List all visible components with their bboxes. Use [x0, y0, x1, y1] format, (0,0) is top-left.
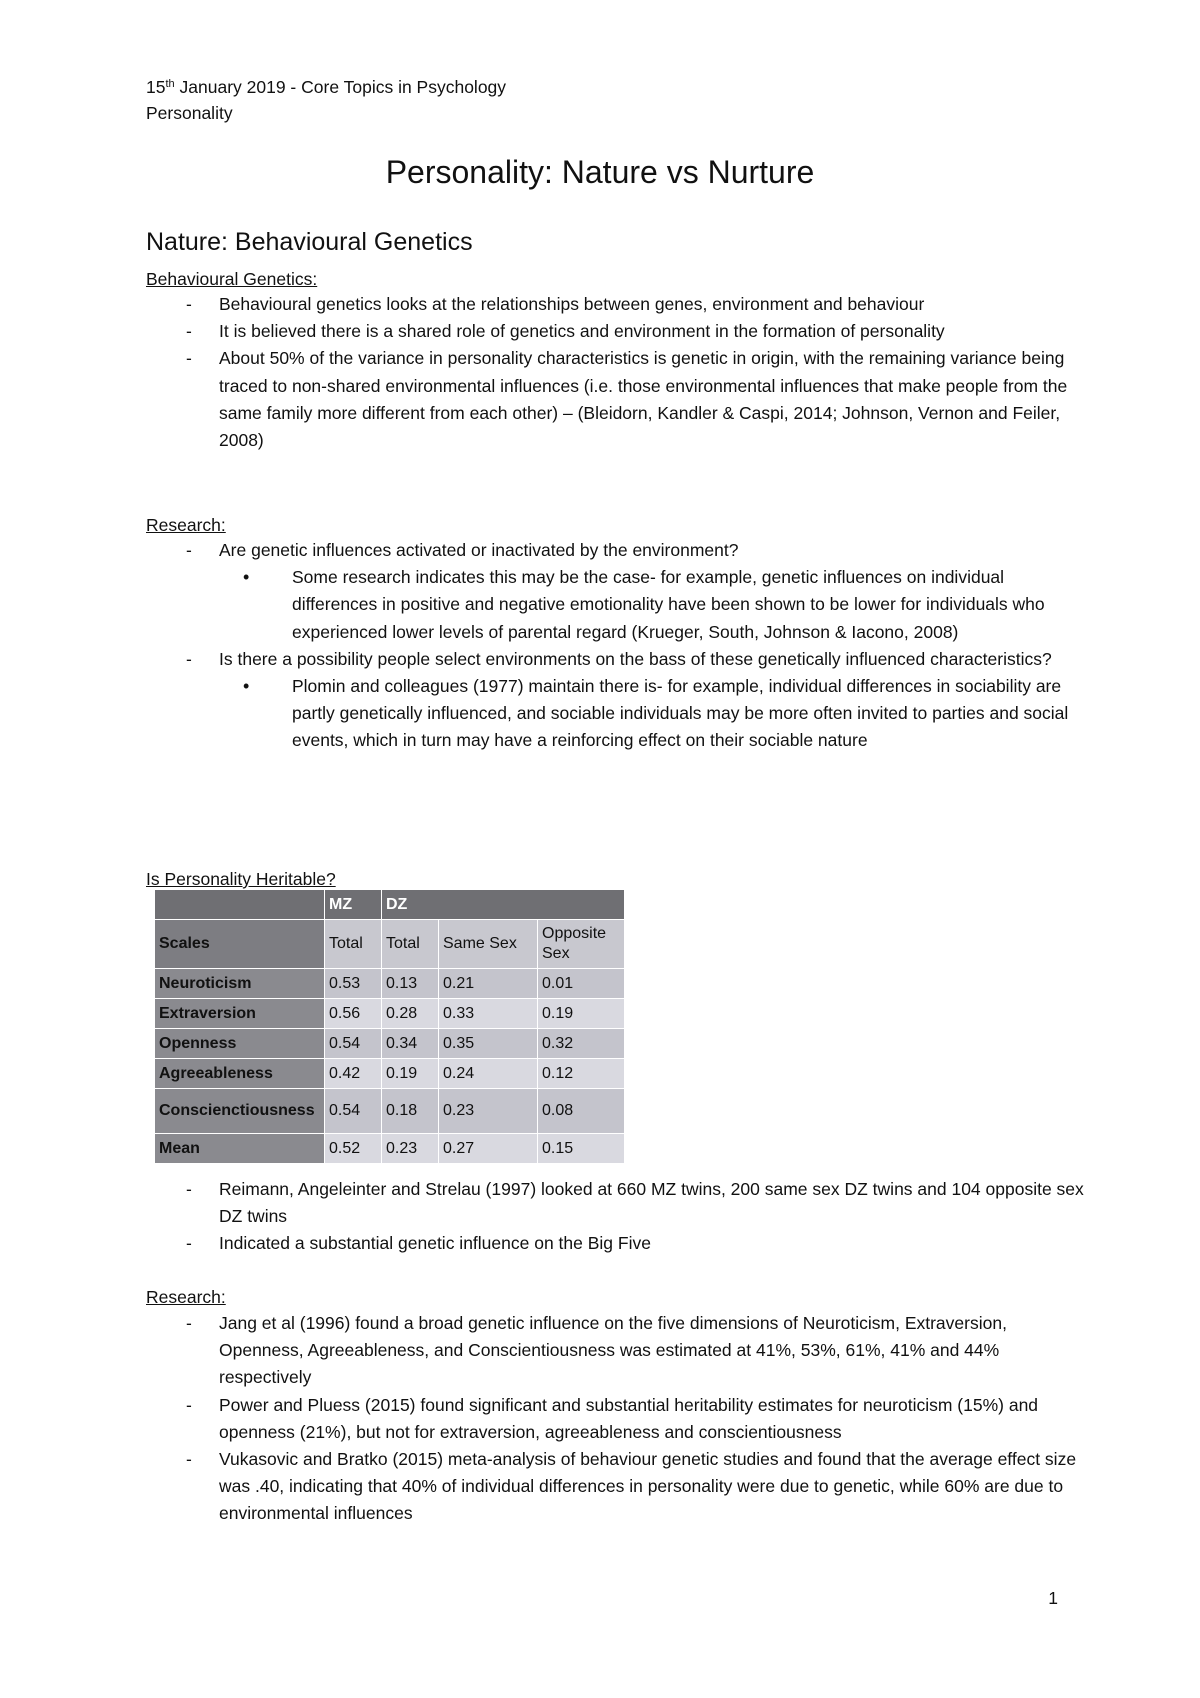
table-cell-dz: 0.34 [382, 1029, 439, 1059]
table-cell-dz: 0.28 [382, 999, 439, 1029]
page-number: 1 [1048, 1588, 1058, 1608]
table-cell-mz: 0.56 [325, 999, 382, 1029]
table-header-mz: MZ [325, 890, 382, 920]
table-cell-mz: 0.54 [325, 1089, 382, 1134]
table-cell-scale: Neuroticism [155, 969, 325, 999]
table-cell-opposite-sex: 0.19 [538, 999, 625, 1029]
table-header-dz-total: Total [382, 920, 439, 969]
table-cell-opposite-sex: 0.32 [538, 1029, 625, 1059]
sub-list-item: • Some research indicates this may be the case- for example, genetic influences on individual differences in positive and negative emotionality have been shown to be lower for individuals who experienced lower levels of parental regard (Krueger, South, Johnson & Iacono, 2008) [219, 564, 1086, 646]
list-item: - It is believed there is a shared role of genetics and environment in the formation of personality [146, 318, 1086, 345]
subject-line: Personality [146, 103, 233, 123]
table-header-dz: DZ [382, 890, 625, 920]
table-cell-dz: 0.18 [382, 1089, 439, 1134]
table-cell-same-sex: 0.33 [439, 999, 538, 1029]
sub-list [219, 564, 1086, 646]
page-title: Personality: Nature vs Nurture [385, 154, 815, 190]
table-row [155, 1059, 625, 1089]
table-cell-scale: Mean [155, 1134, 325, 1164]
table-row [155, 999, 625, 1029]
table-row [155, 1089, 625, 1134]
date-course-text: January 2019 - Core Topics in Psychology [174, 77, 507, 97]
table-cell-opposite-sex: 0.08 [538, 1089, 625, 1134]
research-heading-2: Research: [146, 1287, 226, 1307]
heritable-list [146, 1176, 1086, 1258]
table-cell-mz: 0.52 [325, 1134, 382, 1164]
table-cell-opposite-sex: 0.01 [538, 969, 625, 999]
table-cell-dz: 0.13 [382, 969, 439, 999]
table-cell-dz: 0.23 [382, 1134, 439, 1164]
date-day: 15 [146, 77, 166, 97]
research-heading-1: Research: [146, 515, 226, 535]
table-cell-same-sex: 0.24 [439, 1059, 538, 1089]
table-cell-mz: 0.42 [325, 1059, 382, 1089]
table-header-blank [155, 890, 325, 920]
list-item: - Behavioural genetics looks at the relationships between genes, environment and behaviour [146, 291, 1086, 318]
table-row [155, 969, 625, 999]
table-cell-opposite-sex: 0.12 [538, 1059, 625, 1089]
table-row [155, 1029, 625, 1059]
list-item: - Power and Pluess (2015) found significant and substantial heritability estimates for neuroticism (15%) and openness (21%), but not for extraversion, agreeableness and conscientiousness [146, 1392, 1086, 1446]
list-item: - Jang et al (1996) found a broad genetic influence on the five dimensions of Neuroticism, Extraversion, Openness, Agreeableness, and Conscientiousness was estimated at 41%, 53%, 61%, 41% and 44% respectively [146, 1310, 1086, 1392]
table-cell-dz: 0.19 [382, 1059, 439, 1089]
table-cell-scale: Conscienctiousness [155, 1089, 325, 1134]
table-header-mz-total: Total [325, 920, 382, 969]
table-cell-scale: Extraversion [155, 999, 325, 1029]
heritable-heading: Is Personality Heritable? [146, 869, 336, 889]
sub-list [219, 673, 1086, 755]
list-item: - Indicated a substantial genetic influence on the Big Five [146, 1230, 1086, 1257]
research-question-1: Are genetic influences activated or inactivated by the environment? [219, 540, 739, 560]
research-question-2: Is there a possibility people select environments on the bass of these genetically influenced characteristics? [219, 648, 1052, 669]
table-cell-mz: 0.53 [325, 969, 382, 999]
behavioural-genetics-heading: Behavioural Genetics: [146, 269, 318, 289]
list-item: - Reimann, Angeleinter and Strelau (1997) looked at 660 MZ twins, 200 same sex DZ twins and 104 opposite sex DZ twins [146, 1176, 1086, 1230]
table-cell-opposite-sex: 0.15 [538, 1134, 625, 1164]
table-cell-same-sex: 0.27 [439, 1134, 538, 1164]
list-item [146, 537, 1086, 646]
table-header-opposite-sex: Opposite Sex [538, 920, 625, 969]
table-cell-scale: Openness [155, 1029, 325, 1059]
table-header-scales: Scales [155, 920, 325, 969]
table-cell-mz: 0.54 [325, 1029, 382, 1059]
research-list-1 [146, 537, 1086, 755]
section-heading: Nature: Behavioural Genetics [146, 228, 473, 256]
heritability-table [154, 889, 625, 1164]
table-cell-same-sex: 0.35 [439, 1029, 538, 1059]
table-group-header-row [155, 890, 625, 920]
table-cell-scale: Agreeableness [155, 1059, 325, 1089]
list-item [146, 646, 1086, 755]
list-item: - Vukasovic and Bratko (2015) meta-analysis of behaviour genetic studies and found that the average effect size was .40, indicating that 40% of individual differences in personality were due to genetic, while 60% are due to environmental influences [146, 1446, 1086, 1528]
list-item: - About 50% of the variance in personality characteristics is genetic in origin, with the remaining variance being traced to non-shared environmental influences (i.e. those environmental influences that make people from the same family more different from each other) – (Bleidorn, Kandler & Caspi, 2014; Johnson, Vernon and Feiler, 2008) [146, 345, 1086, 454]
table-row [155, 1134, 625, 1164]
table-cell-same-sex: 0.21 [439, 969, 538, 999]
table-cell-same-sex: 0.23 [439, 1089, 538, 1134]
research-list-2 [146, 1310, 1086, 1528]
date-course-line [146, 74, 506, 100]
table-header-same-sex: Same Sex [439, 920, 538, 969]
table-column-header-row [155, 920, 625, 969]
behavioural-genetics-list [146, 291, 1086, 454]
sub-list-item: • Plomin and colleagues (1977) maintain there is- for example, individual differences in sociability are partly genetically influenced, and sociable individuals may be more often invited to parties and social events, which in turn may have a reinforcing effect on their sociable nature [219, 673, 1086, 755]
date-day-suffix: th [165, 78, 175, 90]
